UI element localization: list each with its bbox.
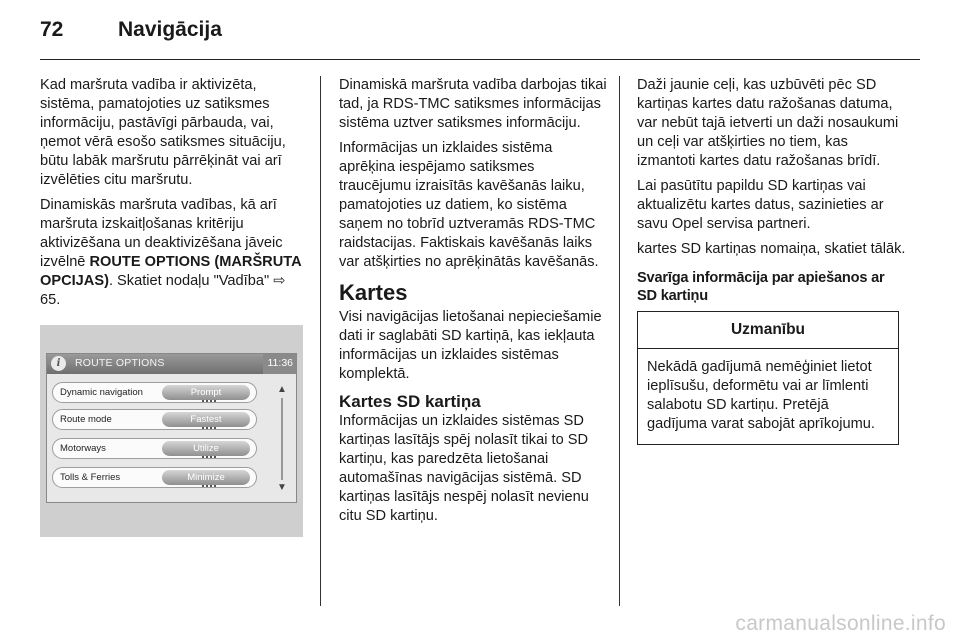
option-value: Utilize	[162, 441, 250, 456]
reference-arrow-icon: ⇨	[273, 273, 286, 289]
option-label: Motorways	[60, 443, 106, 454]
text-run: Dinamiskās maršruta vadības, kā arī maršruta izskaitļošanas kritēriju aktivizēšana un deaktivizēšana jāveic izvēlnē	[40, 197, 283, 270]
scroll-up-icon: ▲	[277, 384, 287, 395]
option-dots	[202, 400, 216, 403]
paragraph: Kad maršruta vadība ir aktivizēta, sistēma, pamatojoties uz satiksmes informāciju, pastāvīgi pārbauda, vai, ņemot vērā esošo satiksmes situāciju, būtu labāk maršrutu pārrēķināt vai arī izvēlēties citu maršrutu.	[40, 77, 286, 188]
paragraph: Dinamiskā maršruta vadība darbojas tikai tad, ja RDS-TMC satiksmes informācijas sistēma uztver satiksmes informāciju.	[339, 77, 607, 131]
screen-scrollbar	[274, 384, 290, 494]
option-row-tolls-ferries	[52, 467, 257, 488]
caution-text: Nekādā gadījumā nemēģiniet lietot ieplīsušu, deformētu vai ar līmlenti salabotu SD kartiņu. Pretējā gadījuma varat sabojāt aprīkojumu.	[647, 359, 875, 432]
option-row-route-mode	[52, 409, 257, 430]
screen-title-bar	[47, 354, 297, 374]
subsection-heading: Svarīga informācija par apiešanos ar SD kartiņu	[637, 270, 885, 304]
option-value: Minimize	[162, 470, 250, 485]
watermark: carmanualsonline.info	[735, 612, 946, 635]
paragraph: Daži jaunie ceļi, kas uzbūvēti pēc SD kartiņas kartes datu ražošanas datuma, var nebūt tajā ietverti un daži nosaukumi un ceļi var atšķirties no tiem, kas izmantoti kartes datu ražošanas brīdī.	[637, 77, 899, 169]
option-row-motorways	[52, 438, 257, 459]
page-title: Navigācija	[118, 18, 222, 41]
option-label: Tolls & Ferries	[60, 472, 121, 483]
text-run: . Skatiet nodaļu "Vadība"	[108, 273, 274, 289]
info-icon: i	[51, 356, 66, 371]
caution-title: Uzmanību	[638, 312, 898, 349]
display-screen	[46, 353, 297, 503]
caution-box	[637, 311, 899, 445]
screen-clock: 11:36	[263, 354, 298, 374]
screen-title: ROUTE OPTIONS	[75, 357, 165, 369]
paragraph: Informācijas un izklaides sistēmas SD kartiņas lasītājs spēj nolasīt tikai to SD kartiņu, kas paredzēta lietošanai automašīnas navigācijas sistēmā. SD kartiņas lasītājs nespēj nolasīt nevienu citu SD kartiņu.	[339, 413, 589, 524]
paragraph: kartes SD kartiņas nomaiņa, skatiet tālāk.	[637, 241, 906, 257]
option-row-dynamic-navigation	[52, 382, 257, 403]
column-3	[637, 76, 907, 445]
option-label: Route mode	[60, 414, 112, 425]
column-2	[339, 76, 609, 532]
header-rule	[40, 59, 920, 60]
option-value: Fastest	[162, 412, 250, 427]
column-divider	[619, 76, 620, 606]
paragraph	[40, 196, 304, 310]
option-label: Dynamic navigation	[60, 387, 143, 398]
column-divider	[320, 76, 321, 606]
column-1	[40, 76, 304, 316]
menu-name: ROUTE OPTIONS (MARŠRUTA OPCIJAS)	[40, 254, 302, 289]
paragraph: Lai pasūtītu papildu SD kartiņas vai aktualizētu kartes datus, sazinieties ar savu Opel servisa partneri.	[637, 178, 884, 232]
paragraph: Visi navigācijas lietošanai nepieciešamie dati ir saglabāti SD kartiņā, kas iekļauta informācijas un izklaides sistēmas komplektā.	[339, 309, 602, 382]
page-header	[40, 18, 920, 58]
reference-page: 65.	[40, 292, 61, 308]
option-dots	[202, 485, 216, 488]
option-dots	[202, 427, 216, 430]
paragraph: Informācijas un izklaides sistēma aprēķina iespējamo satiksmes traucējumu izraisītās kavēšanās laiku, pamatojoties uz datiem, ko sistēma saņem no tobrīd uztveramās RDS-TMC raidstacijas. Faktiskais kavēšanās laiks var atšķirties no aprēķinātās kavēšanās.	[339, 140, 599, 270]
section-heading: Kartes	[339, 280, 408, 305]
scroll-down-icon: ▼	[277, 482, 287, 493]
subsection-heading: Kartes SD kartiņa	[339, 392, 481, 411]
option-dots	[202, 456, 216, 459]
page-number: 72	[40, 18, 64, 41]
scroll-track	[281, 398, 283, 480]
route-options-screenshot	[40, 325, 303, 537]
option-value: Prompt	[162, 385, 250, 400]
